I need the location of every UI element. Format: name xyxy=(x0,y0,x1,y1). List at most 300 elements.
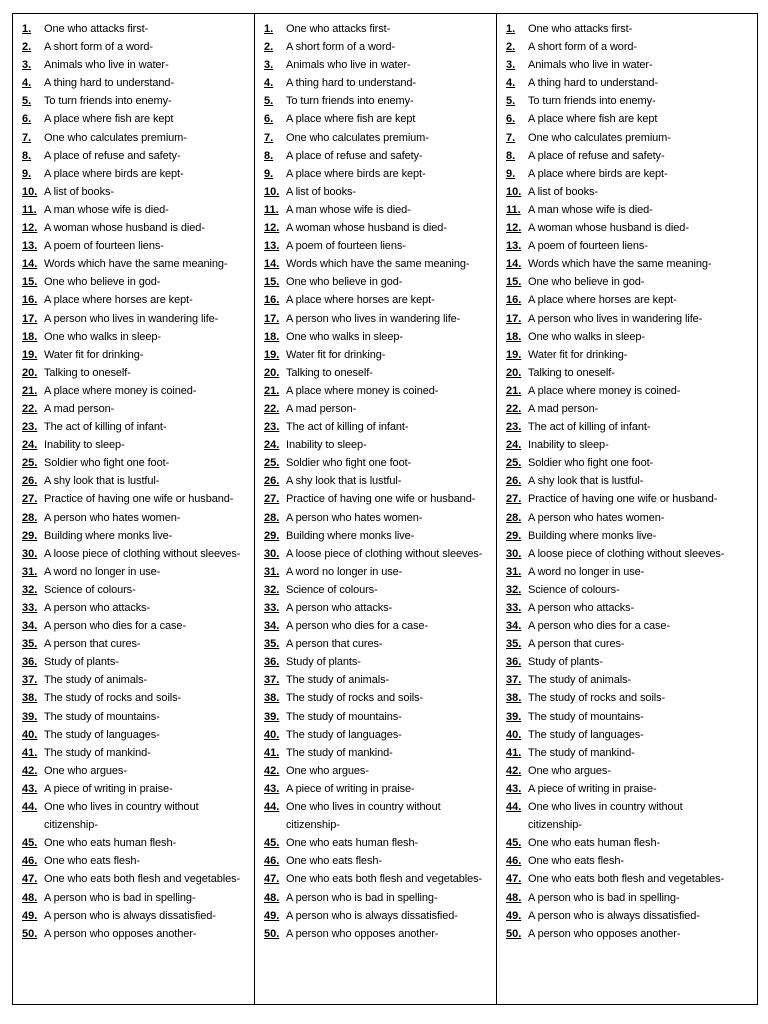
question-item xyxy=(506,346,724,364)
question-number: 48. xyxy=(22,891,38,904)
question-item xyxy=(264,418,482,436)
question-text: A person who lives in wandering life- xyxy=(286,312,461,325)
question-text: A place where fish are kept xyxy=(286,113,416,126)
question-item xyxy=(22,563,240,581)
question-item xyxy=(22,635,240,653)
question-number: 5. xyxy=(506,95,516,108)
question-item xyxy=(264,635,482,653)
question-item xyxy=(264,74,482,92)
question-number: 11. xyxy=(22,203,37,216)
question-item xyxy=(264,110,482,128)
question-item xyxy=(506,147,724,165)
question-number: 39. xyxy=(22,710,38,723)
question-item xyxy=(506,328,724,346)
question-item xyxy=(22,219,240,237)
question-item xyxy=(506,490,724,508)
question-text: A piece of writing in praise- xyxy=(286,782,415,795)
question-text: A word no longer in use- xyxy=(286,565,403,578)
question-number: 8. xyxy=(506,149,516,162)
question-item xyxy=(506,436,724,454)
question-number: 27. xyxy=(22,493,38,506)
question-item xyxy=(264,563,482,581)
question-number: 19. xyxy=(22,348,38,361)
question-item xyxy=(506,291,724,309)
question-number: 45. xyxy=(506,837,522,850)
question-text: One who calculates premium- xyxy=(286,131,429,144)
question-number: 28. xyxy=(264,511,280,524)
question-text: A man whose wife is died- xyxy=(44,203,169,216)
question-item xyxy=(22,907,240,925)
question-item xyxy=(22,129,240,147)
question-item xyxy=(264,762,482,780)
question-item xyxy=(264,834,482,852)
question-number: 46. xyxy=(264,855,280,868)
question-text: A word no longer in use- xyxy=(44,565,161,578)
question-item xyxy=(506,20,724,38)
question-number: 24. xyxy=(264,439,280,452)
worksheet-column-1 xyxy=(12,13,255,1005)
question-text: The study of rocks and soils- xyxy=(528,692,666,705)
question-text: A man whose wife is died- xyxy=(286,203,411,216)
question-number: 26. xyxy=(506,475,522,488)
question-item xyxy=(264,147,482,165)
question-item xyxy=(264,653,482,671)
question-text: A person that cures- xyxy=(44,638,141,651)
question-text: A person who is bad in spelling- xyxy=(44,891,196,904)
question-text: Talking to oneself- xyxy=(44,366,131,379)
question-item xyxy=(506,509,724,527)
question-number: 33. xyxy=(506,602,522,614)
question-number: 21. xyxy=(264,384,280,397)
question-item xyxy=(506,798,724,834)
question-item xyxy=(22,798,240,834)
question-number: 1. xyxy=(506,23,516,35)
question-number: 23. xyxy=(264,421,280,434)
question-number: 8. xyxy=(22,149,32,162)
question-number: 12. xyxy=(506,222,522,235)
question-item xyxy=(506,925,724,943)
question-number: 1. xyxy=(264,23,274,35)
question-item xyxy=(22,454,240,472)
question-text: One who believe in god- xyxy=(44,276,161,289)
question-item xyxy=(506,889,724,907)
question-text: Soldier who fight one foot- xyxy=(528,457,654,470)
question-text: A place where horses are kept- xyxy=(44,294,193,307)
question-item xyxy=(264,581,482,599)
question-item xyxy=(22,310,240,328)
question-item xyxy=(22,201,240,219)
question-number: 22. xyxy=(506,402,522,415)
question-item xyxy=(506,545,724,563)
question-text: One who walks in sleep- xyxy=(286,330,403,343)
question-number: 11. xyxy=(506,203,521,216)
question-item xyxy=(264,689,482,707)
question-number: 46. xyxy=(22,855,38,868)
question-item xyxy=(22,852,240,870)
question-text: One who attacks first- xyxy=(44,23,149,35)
question-text: Practice of having one wife or husband- xyxy=(528,493,718,506)
question-number: 43. xyxy=(506,782,522,795)
question-text: Water fit for drinking- xyxy=(44,348,144,361)
question-item xyxy=(506,852,724,870)
question-item xyxy=(506,255,724,273)
question-text: Water fit for drinking- xyxy=(528,348,628,361)
question-number: 16. xyxy=(264,294,280,307)
question-text: A person who attacks- xyxy=(528,602,635,614)
question-text: A woman whose husband is died- xyxy=(286,222,447,235)
question-number: 38. xyxy=(264,692,280,705)
question-number: 18. xyxy=(22,330,38,343)
question-number: 34. xyxy=(506,620,522,633)
question-number: 3. xyxy=(22,59,32,72)
question-item xyxy=(264,527,482,545)
question-number: 15. xyxy=(264,276,280,289)
question-number: 20. xyxy=(264,366,280,379)
question-text: A short form of a word- xyxy=(286,41,395,54)
question-item xyxy=(264,925,482,943)
question-item xyxy=(264,165,482,183)
question-number: 15. xyxy=(506,276,522,289)
question-item xyxy=(22,237,240,255)
question-item xyxy=(264,708,482,726)
question-item xyxy=(264,472,482,490)
question-item xyxy=(22,56,240,74)
question-number: 30. xyxy=(22,547,38,560)
question-item xyxy=(22,92,240,110)
question-number: 14. xyxy=(264,258,280,271)
question-number: 25. xyxy=(264,457,280,470)
question-item xyxy=(506,183,724,201)
question-number: 13. xyxy=(264,240,280,253)
question-number: 48. xyxy=(264,891,280,904)
question-text: A thing hard to understand- xyxy=(528,77,659,90)
question-text: Study of plants- xyxy=(286,656,361,669)
question-number: 49. xyxy=(506,909,522,922)
question-item xyxy=(506,472,724,490)
question-item xyxy=(264,889,482,907)
question-text: A mad person- xyxy=(44,402,115,415)
question-number: 1. xyxy=(22,23,32,35)
question-text: Water fit for drinking- xyxy=(286,348,386,361)
question-number: 14. xyxy=(506,258,522,271)
question-item xyxy=(22,870,240,888)
question-text: The act of killing of infant- xyxy=(44,421,167,434)
question-text: A person who dies for a case- xyxy=(44,620,187,633)
question-text: A person who is bad in spelling- xyxy=(286,891,438,904)
question-item xyxy=(506,617,724,635)
question-number: 41. xyxy=(22,746,38,759)
question-text: One who calculates premium- xyxy=(44,131,187,144)
question-item xyxy=(22,925,240,943)
question-item xyxy=(506,38,724,56)
question-number: 25. xyxy=(506,457,522,470)
question-number: 11. xyxy=(264,203,279,216)
question-text: One who attacks first- xyxy=(528,23,633,35)
question-item xyxy=(264,92,482,110)
question-item xyxy=(506,382,724,400)
question-number: 29. xyxy=(22,529,38,542)
question-item xyxy=(506,726,724,744)
question-item xyxy=(22,708,240,726)
question-text: Soldier who fight one foot- xyxy=(44,457,170,470)
question-text: Talking to oneself- xyxy=(286,366,373,379)
question-text: A person who lives in wandering life- xyxy=(528,312,703,325)
question-text: One who eats both flesh and vegetables- xyxy=(286,873,483,886)
question-text: A place of refuse and safety- xyxy=(528,149,665,162)
question-text: Words which have the same meaning- xyxy=(286,258,470,271)
question-text: Science of colours- xyxy=(528,583,620,596)
question-number: 50. xyxy=(22,927,38,940)
question-item xyxy=(22,110,240,128)
question-text: A person who is always dissatisfied- xyxy=(528,909,700,922)
question-item xyxy=(22,889,240,907)
question-item xyxy=(264,255,482,273)
question-number: 28. xyxy=(22,511,38,524)
question-text: A place where birds are kept- xyxy=(286,167,426,180)
question-text: A mad person- xyxy=(286,402,357,415)
question-number: 41. xyxy=(506,746,522,759)
question-text: A place of refuse and safety- xyxy=(44,149,181,162)
question-item xyxy=(264,310,482,328)
question-item xyxy=(264,436,482,454)
question-item xyxy=(506,599,724,617)
question-text: The study of mankind- xyxy=(44,746,151,759)
question-text: A place where money is coined- xyxy=(528,384,681,397)
question-item xyxy=(264,545,482,563)
question-number: 3. xyxy=(506,59,516,72)
question-number: 7. xyxy=(22,131,32,144)
question-item xyxy=(506,744,724,762)
question-number: 50. xyxy=(264,927,280,940)
question-number: 40. xyxy=(264,728,280,741)
question-text: The study of languages- xyxy=(528,728,644,741)
question-text: Science of colours- xyxy=(286,583,378,596)
question-text: Building where monks live- xyxy=(44,529,173,542)
question-text: A person who opposes another- xyxy=(44,927,197,940)
question-number: 45. xyxy=(264,837,280,850)
question-item xyxy=(22,20,240,38)
question-item xyxy=(22,726,240,744)
question-item xyxy=(506,74,724,92)
question-number: 40. xyxy=(22,728,38,741)
question-text: One who walks in sleep- xyxy=(528,330,645,343)
question-number: 47. xyxy=(22,873,38,886)
question-text: Inability to sleep- xyxy=(286,439,367,452)
question-text: A person that cures- xyxy=(528,638,625,651)
question-text: One who argues- xyxy=(44,764,127,777)
question-item xyxy=(506,635,724,653)
question-item xyxy=(264,364,482,382)
question-item xyxy=(264,38,482,56)
question-text: A short form of a word- xyxy=(528,41,637,54)
question-item xyxy=(264,744,482,762)
question-number: 32. xyxy=(22,583,38,596)
question-item xyxy=(22,617,240,635)
question-list xyxy=(264,20,482,943)
question-item xyxy=(22,689,240,707)
question-number: 10. xyxy=(22,185,38,198)
question-item xyxy=(264,328,482,346)
question-number: 8. xyxy=(264,149,274,162)
question-number: 2. xyxy=(264,41,274,54)
question-number: 30. xyxy=(264,547,280,560)
question-item xyxy=(22,346,240,364)
question-text: A place where horses are kept- xyxy=(286,294,435,307)
question-item xyxy=(506,165,724,183)
question-item xyxy=(22,653,240,671)
question-number: 23. xyxy=(506,421,522,434)
question-text: One who eats flesh- xyxy=(286,855,382,868)
question-text: A loose piece of clothing without sleeves- xyxy=(44,547,241,560)
question-text: Animals who live in water- xyxy=(528,59,653,72)
question-text: The study of animals- xyxy=(44,674,148,687)
question-item xyxy=(506,671,724,689)
question-number: 18. xyxy=(264,330,280,343)
question-text: The act of killing of infant- xyxy=(528,421,651,434)
question-number: 43. xyxy=(22,782,38,795)
question-number: 6. xyxy=(506,113,516,126)
question-number: 2. xyxy=(506,41,516,54)
question-text: The study of mountains- xyxy=(528,710,644,723)
question-item xyxy=(22,834,240,852)
question-number: 48. xyxy=(506,891,522,904)
question-text: Talking to oneself- xyxy=(528,366,615,379)
question-item xyxy=(22,273,240,291)
question-number: 44. xyxy=(264,801,280,814)
question-item xyxy=(506,237,724,255)
question-text: A loose piece of clothing without sleeves- xyxy=(528,547,725,560)
question-number: 35. xyxy=(22,638,38,651)
question-text: Study of plants- xyxy=(44,656,119,669)
question-text: One who believe in god- xyxy=(528,276,645,289)
question-text: A person that cures- xyxy=(286,638,383,651)
question-text: Inability to sleep- xyxy=(528,439,609,452)
question-number: 31. xyxy=(22,565,38,578)
question-number: 33. xyxy=(22,602,38,614)
question-item xyxy=(506,527,724,545)
question-item xyxy=(506,762,724,780)
question-number: 5. xyxy=(264,95,274,108)
question-number: 24. xyxy=(22,439,38,452)
question-text: The study of mankind- xyxy=(286,746,393,759)
question-number: 17. xyxy=(264,312,280,325)
question-item xyxy=(264,798,482,834)
question-item xyxy=(264,671,482,689)
question-number: 35. xyxy=(264,638,280,651)
question-text: One who calculates premium- xyxy=(528,131,671,144)
question-number: 15. xyxy=(22,276,38,289)
question-item xyxy=(506,834,724,852)
question-number: 28. xyxy=(506,511,522,524)
question-text: A place where money is coined- xyxy=(286,384,439,397)
question-text: One who eats human flesh- xyxy=(44,837,177,850)
question-text: A woman whose husband is died- xyxy=(44,222,205,235)
question-list xyxy=(506,20,724,943)
question-text: A person who opposes another- xyxy=(528,927,681,940)
question-number: 29. xyxy=(506,529,522,542)
question-number: 22. xyxy=(264,402,280,415)
question-item xyxy=(264,726,482,744)
question-text: The study of mountains- xyxy=(44,710,160,723)
question-text: A person who is bad in spelling- xyxy=(528,891,680,904)
question-item xyxy=(506,129,724,147)
question-text: The study of mountains- xyxy=(286,710,402,723)
worksheet-column-2 xyxy=(254,13,497,1005)
question-item xyxy=(506,653,724,671)
question-text: One who lives in country without citizenship- xyxy=(528,801,683,832)
question-text: The study of languages- xyxy=(286,728,402,741)
question-text: A place where money is coined- xyxy=(44,384,197,397)
question-number: 19. xyxy=(264,348,280,361)
question-number: 27. xyxy=(506,493,522,506)
question-item xyxy=(22,38,240,56)
question-number: 17. xyxy=(506,312,522,325)
question-text: A person who is always dissatisfied- xyxy=(44,909,216,922)
question-number: 47. xyxy=(506,873,522,886)
question-number: 42. xyxy=(22,764,38,777)
question-number: 37. xyxy=(264,674,280,687)
question-text: The act of killing of infant- xyxy=(286,421,409,434)
question-number: 21. xyxy=(506,384,522,397)
question-text: One who eats human flesh- xyxy=(286,837,419,850)
question-text: A list of books- xyxy=(286,185,356,198)
question-number: 7. xyxy=(264,131,274,144)
question-text: A piece of writing in praise- xyxy=(44,782,173,795)
question-item xyxy=(22,328,240,346)
question-number: 9. xyxy=(506,167,516,180)
question-text: Practice of having one wife or husband- xyxy=(44,493,234,506)
question-number: 4. xyxy=(22,77,32,90)
question-item xyxy=(22,418,240,436)
question-text: A poem of fourteen liens- xyxy=(528,240,648,253)
question-number: 4. xyxy=(264,77,274,90)
question-number: 34. xyxy=(264,620,280,633)
question-number: 42. xyxy=(264,764,280,777)
question-item xyxy=(264,599,482,617)
question-item xyxy=(22,780,240,798)
question-number: 32. xyxy=(506,583,522,596)
question-number: 31. xyxy=(264,565,280,578)
question-number: 2. xyxy=(22,41,32,54)
question-number: 36. xyxy=(264,656,280,669)
question-item xyxy=(506,110,724,128)
question-number: 23. xyxy=(22,421,38,434)
question-text: A person who attacks- xyxy=(286,602,393,614)
question-item xyxy=(22,436,240,454)
question-item xyxy=(22,364,240,382)
question-number: 49. xyxy=(22,909,38,922)
question-number: 6. xyxy=(22,113,32,126)
question-text: Building where monks live- xyxy=(286,529,415,542)
question-number: 20. xyxy=(22,366,38,379)
question-number: 17. xyxy=(22,312,38,325)
question-number: 12. xyxy=(264,222,280,235)
question-item xyxy=(506,56,724,74)
question-number: 22. xyxy=(22,402,38,415)
question-item xyxy=(22,527,240,545)
question-number: 29. xyxy=(264,529,280,542)
question-text: The study of rocks and soils- xyxy=(44,692,182,705)
question-text: The study of animals- xyxy=(286,674,390,687)
question-number: 30. xyxy=(506,547,522,560)
question-number: 12. xyxy=(22,222,38,235)
question-number: 7. xyxy=(506,131,516,144)
question-number: 10. xyxy=(264,185,280,198)
question-number: 20. xyxy=(506,366,522,379)
question-text: Words which have the same meaning- xyxy=(44,258,228,271)
question-number: 26. xyxy=(22,475,38,488)
question-number: 27. xyxy=(264,493,280,506)
